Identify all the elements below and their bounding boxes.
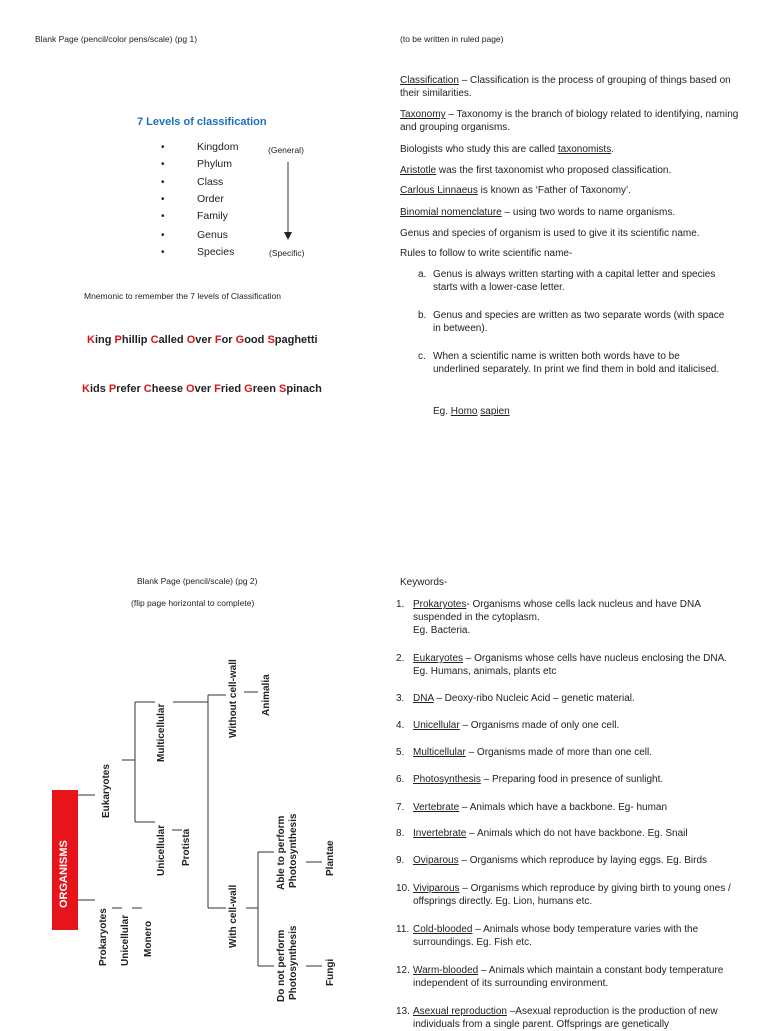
note-linnaeus — [400, 184, 740, 197]
example-scientific-name — [433, 405, 510, 418]
keyword-number: 9. — [396, 855, 405, 866]
mnemonic-initial: F — [214, 383, 221, 395]
mnemonic-initial: G — [235, 334, 245, 346]
organisms-label: ORGANISMS — [58, 840, 70, 908]
keyword-definition: – Organisms made of only one cell. — [459, 720, 620, 731]
keyword-definition: – Animals which have a backbone. Eg- human — [459, 802, 668, 813]
keyword-item — [413, 923, 735, 949]
note-rules-intro: Rules to follow to write scientific name- — [400, 248, 573, 259]
node-unicellular-eu: Unicellular — [156, 824, 167, 876]
note-aristotle — [400, 164, 740, 177]
rule-marker: c. — [418, 351, 426, 362]
keyword-number: 6. — [396, 774, 405, 785]
bullet-icon: • — [161, 142, 165, 153]
mnemonic-rest: ids — [89, 383, 106, 395]
mnemonic-rest: hillip — [121, 334, 148, 346]
keyword-item — [413, 801, 733, 814]
keyword-item — [413, 882, 735, 908]
keyword-term: Viviparous — [413, 883, 460, 894]
keyword-item — [413, 854, 733, 867]
keyword-number: 11. — [396, 924, 410, 935]
mnemonic-initial: C — [150, 334, 159, 346]
genus: Homo — [450, 406, 478, 417]
mnemonic-rest: ried — [220, 383, 242, 395]
keyword-definition: – Animals which maintain a constant body temperature independent of its surrounding environment. — [413, 965, 724, 989]
species: sapien — [480, 406, 510, 417]
node-prokaryotes: Prokaryotes — [98, 908, 109, 966]
keyword-term: Eukaryotes — [413, 653, 464, 664]
text: Biologists who study this are called — [400, 144, 558, 155]
node-plantae: Plantae — [325, 840, 336, 876]
node-protista: Protista — [181, 828, 192, 866]
keyword-item — [413, 719, 733, 732]
term: Carlous Linnaeus — [400, 185, 478, 196]
page1-left-header: Blank Page (pencil/color pens/scale) (pg 1) — [35, 34, 198, 44]
mnemonic-initial: F — [214, 334, 222, 346]
rule-marker: b. — [418, 310, 427, 321]
keyword-number: 8. — [396, 828, 405, 839]
keyword-term: Multicellular — [413, 747, 466, 758]
mnemonic-rest: alled — [158, 334, 184, 346]
keyword-definition: – Animals whose body temperature varies with the surroundings. Eg. Fish etc. — [413, 924, 699, 948]
mnemonic-rest: reen — [252, 383, 276, 395]
node-not-photosynthesis-2: Photosynthesis — [288, 925, 299, 1000]
mnemonic-line-1 — [87, 334, 318, 346]
down-arrow-icon — [280, 160, 296, 242]
keyword-item — [413, 827, 733, 840]
keyword-extra: Eg. Bacteria. — [413, 625, 471, 636]
level-item: Order — [197, 193, 224, 205]
keyword-item — [413, 652, 733, 678]
term: Aristotle — [400, 165, 437, 176]
level-item: Phylum — [197, 158, 233, 170]
mnemonic-initial: P — [114, 334, 122, 346]
keywords-title: Keywords- — [400, 577, 448, 588]
bullet-icon: • — [161, 159, 165, 170]
keyword-item — [413, 1005, 735, 1031]
keyword-number: 12. — [396, 965, 410, 976]
level-item: Kingdom — [197, 141, 239, 153]
keyword-number: 3. — [396, 693, 405, 704]
keyword-number: 5. — [396, 747, 405, 758]
keyword-definition: – Deoxy-ribo Nucleic Acid – genetic material. — [433, 693, 635, 704]
node-fungi: Fungi — [325, 958, 336, 986]
mnemonic-initial: O — [186, 334, 196, 346]
keyword-term: Invertebrate — [413, 828, 467, 839]
term: Binomial nomenclature — [400, 207, 502, 218]
rule-text: Genus and species are written as two separate words (with space in between). — [433, 310, 725, 334]
keyword-definition: –Asexual reproduction is the production of new individuals from a single parent. Offsprings are genetically — [413, 1006, 718, 1030]
node-animalia: Animalia — [261, 674, 272, 716]
level-item: Genus — [197, 229, 228, 241]
node-eukaryotes: Eukaryotes — [101, 764, 112, 818]
bullet-icon: • — [161, 194, 165, 205]
definition: – Classification is the process of grouping of things based on their similarities. — [400, 75, 731, 99]
keyword-definition: - Organisms whose cells lack nucleus and have DNA suspended in the cytoplasm. — [413, 599, 701, 623]
rule-marker: a. — [418, 269, 427, 280]
text: Eg. — [433, 406, 451, 417]
mnemonic-initial: S — [267, 334, 275, 346]
levels-title: 7 Levels of classification — [137, 116, 267, 128]
note-binomial — [400, 206, 740, 219]
term: Classification — [400, 75, 459, 86]
keyword-definition: – Animals which do not have backbone. Eg. Snail — [466, 828, 688, 839]
mnemonic-rest: ver — [195, 334, 212, 346]
node-not-photosynthesis-1: Do not perform — [276, 929, 287, 1002]
definition: was the first taxonomist who proposed classification. — [436, 165, 672, 176]
keyword-term: Unicellular — [413, 720, 460, 731]
keyword-term: Warm-blooded — [413, 965, 479, 976]
keyword-definition: – Organisms which reproduce by giving birth to young ones / offsprings directly. Eg. Lion, humans etc. — [413, 883, 731, 907]
node-unicellular-pro: Unicellular — [120, 914, 131, 966]
keyword-definition: – Organisms which reproduce by laying eggs. Eg. Birds — [458, 855, 708, 866]
mnemonic-initial: G — [244, 383, 253, 395]
keyword-number: 4. — [396, 720, 405, 731]
mnemonic-rest: refer — [116, 383, 141, 395]
rule-text: Genus is always written starting with a capital letter and species starts with a lower-case letter. — [433, 269, 716, 293]
general-label: (General) — [268, 145, 304, 155]
bullet-icon: • — [161, 247, 165, 258]
definition: – using two words to name organisms. — [501, 207, 676, 218]
level-item: Class — [197, 176, 224, 188]
keyword-definition: – Organisms whose cells have nucleus enclosing the DNA. Eg. Humans, animals, plants etc — [413, 653, 728, 677]
keyword-term: Asexual reproduction — [413, 1006, 507, 1017]
keyword-number: 13. — [396, 1006, 410, 1017]
note-classification — [400, 74, 740, 100]
text: . — [611, 144, 614, 155]
node-able-photosynthesis-2: Photosynthesis — [288, 813, 299, 888]
note-taxonomy — [400, 108, 740, 134]
mnemonic-initial: C — [143, 383, 152, 395]
bullet-icon: • — [161, 177, 165, 188]
mnemonic-rest: ood — [244, 334, 265, 346]
rule-text: When a scientific name is written both words have to be underlined separately. In print we find them in bold and italicised. — [433, 351, 720, 375]
node-able-photosynthesis-1: Able to perform — [276, 815, 287, 890]
keyword-item — [413, 746, 733, 759]
keyword-item — [413, 598, 733, 637]
level-item: Species — [197, 246, 235, 258]
mnemonic-line-2 — [82, 383, 322, 395]
keyword-number: 2. — [396, 653, 405, 664]
mnemonic-rest: paghetti — [274, 334, 318, 346]
mnemonic-initial: K — [82, 383, 90, 395]
note-genus-species: Genus and species of organism is used to give it its scientific name. — [400, 228, 700, 239]
keyword-item — [413, 773, 733, 786]
keyword-term: Oviparous — [413, 855, 459, 866]
mnemonic-initial: O — [186, 383, 195, 395]
mnemonic-rest: heese — [151, 383, 183, 395]
page2-left-header: Blank Page (pencil/scale) (pg 2) — [137, 576, 258, 586]
term: taxonomists — [557, 144, 612, 155]
page1-right-header: (to be written in ruled page) — [400, 34, 504, 44]
node-with-cell-wall: With cell-wall — [228, 884, 239, 948]
page2-left-subheader: (flip page horizontal to complete) — [131, 598, 255, 608]
mnemonic-caption: Mnemonic to remember the 7 levels of Classification — [84, 291, 281, 301]
keyword-term: DNA — [413, 693, 434, 704]
keyword-definition: – Organisms made of more than one cell. — [465, 747, 652, 758]
keyword-term: Cold-blooded — [413, 924, 473, 935]
keyword-term: Photosynthesis — [413, 774, 481, 785]
definition: – Taxonomy is the branch of biology related to identifying, naming and grouping organisms. — [400, 109, 739, 133]
definition: is known as ‘Father of Taxonomy’. — [477, 185, 632, 196]
node-without-cell-wall: Without cell-wall — [228, 659, 239, 738]
note-biologists — [400, 143, 740, 156]
mnemonic-rest: ing — [94, 334, 112, 346]
mnemonic-initial: P — [108, 383, 117, 395]
keyword-number: 10. — [396, 883, 410, 894]
keyword-term: Prokaryotes — [413, 599, 467, 610]
organisms-box — [52, 790, 78, 930]
mnemonic-rest: pinach — [286, 383, 322, 395]
node-monero: Monero — [143, 920, 154, 957]
mnemonic-rest: or — [221, 334, 233, 346]
keyword-number: 7. — [396, 802, 405, 813]
bullet-icon: • — [161, 230, 165, 241]
keyword-item — [413, 692, 733, 705]
node-multicellular: Multicellular — [156, 703, 167, 762]
bullet-icon: • — [161, 211, 165, 222]
keyword-number: 1. — [396, 599, 405, 610]
keyword-item — [413, 964, 735, 990]
mnemonic-initial: S — [279, 383, 287, 395]
term: Taxonomy — [400, 109, 446, 120]
mnemonic-initial: K — [87, 334, 95, 346]
level-item: Family — [197, 210, 228, 222]
keyword-definition: – Preparing food in presence of sunlight. — [480, 774, 664, 785]
mnemonic-rest: ver — [194, 383, 212, 395]
specific-label: (Specific) — [269, 248, 305, 258]
keyword-term: Vertebrate — [413, 802, 460, 813]
